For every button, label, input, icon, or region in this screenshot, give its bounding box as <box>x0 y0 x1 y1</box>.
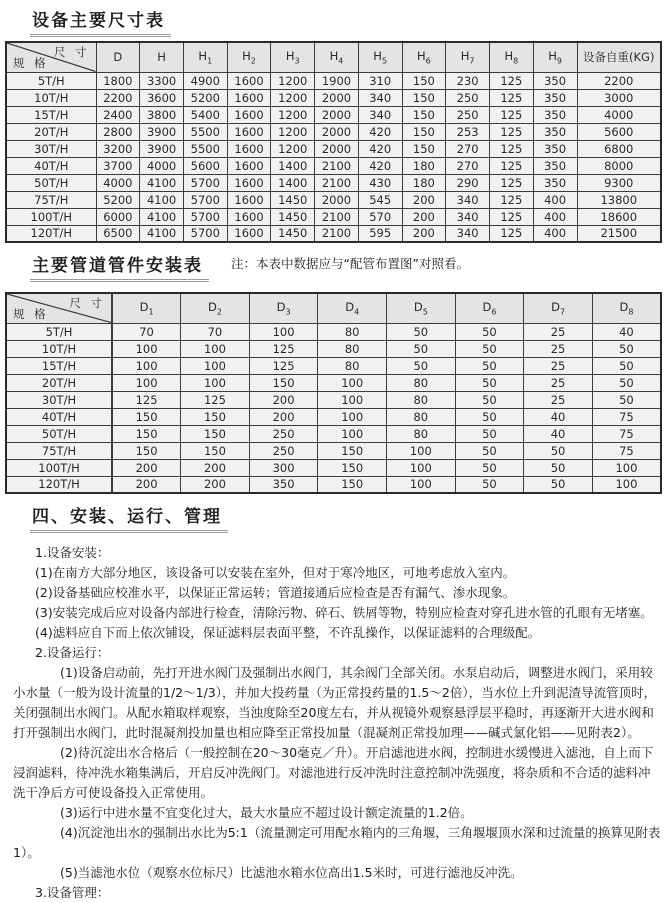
value-cell: 100 <box>181 374 250 391</box>
value-cell: 125 <box>112 391 181 408</box>
value-cell: 2000 <box>315 106 359 123</box>
value-cell: 40 <box>592 323 661 340</box>
value-cell: 1200 <box>271 72 315 89</box>
corner-size-label: 尺 寸 <box>69 296 105 310</box>
text-paragraph: (4)沉淀池出水的强制出水比为5:1（流量测定可用配水箱内的三角堰，三角堰堰顶水深和过流量的换算见附表1）。 <box>13 825 661 860</box>
value-cell: 100 <box>249 323 318 340</box>
value-cell: 8000 <box>577 157 661 174</box>
value-cell: 50 <box>592 391 661 408</box>
table-row <box>6 89 661 106</box>
column-header: $D_8$ <box>592 293 661 323</box>
value-cell: 150 <box>112 425 181 442</box>
corner-cell <box>6 293 112 323</box>
spec-cell: 10T/H <box>6 89 96 106</box>
spec-cell: 100T/H <box>6 459 112 476</box>
value-cell: 1400 <box>271 174 315 191</box>
value-cell: 2000 <box>315 191 359 208</box>
value-cell: 340 <box>446 191 490 208</box>
value-cell: 25 <box>524 374 593 391</box>
value-cell: 200 <box>112 476 181 493</box>
text-paragraph: 1.设备安装： <box>35 545 110 560</box>
value-cell: 2200 <box>96 89 140 106</box>
table-row <box>6 208 661 225</box>
column-header: $D_2$ <box>181 293 250 323</box>
piping-table-wrap <box>5 292 662 494</box>
table-row <box>6 442 661 459</box>
value-cell: 125 <box>489 140 533 157</box>
column-header: 设备自重(KG) <box>577 42 661 72</box>
value-cell: 100 <box>387 459 456 476</box>
value-cell: 80 <box>318 340 387 357</box>
value-cell: 350 <box>533 72 577 89</box>
value-cell: 1450 <box>271 208 315 225</box>
spec-cell: 120T/H <box>6 476 112 493</box>
value-cell: 300 <box>249 459 318 476</box>
value-cell: 80 <box>318 357 387 374</box>
column-header: $H_3$ <box>271 42 315 72</box>
value-cell: 150 <box>112 442 181 459</box>
value-cell: 2000 <box>315 123 359 140</box>
value-cell: 340 <box>358 89 402 106</box>
value-cell: 350 <box>533 140 577 157</box>
value-cell: 150 <box>402 140 446 157</box>
text-paragraph: 3.设备管理： <box>35 885 110 900</box>
spec-cell: 30T/H <box>6 391 112 408</box>
table-row <box>6 323 661 340</box>
column-header: $D_5$ <box>387 293 456 323</box>
value-cell: 50 <box>455 459 524 476</box>
spec-cell: 5T/H <box>6 72 96 89</box>
value-cell: 1600 <box>227 225 271 242</box>
value-cell: 50 <box>387 340 456 357</box>
value-cell: 200 <box>402 208 446 225</box>
value-cell: 310 <box>358 72 402 89</box>
value-cell: 570 <box>358 208 402 225</box>
value-cell: 125 <box>249 357 318 374</box>
section4-heading-row <box>5 502 662 537</box>
spec-cell: 15T/H <box>6 106 96 123</box>
value-cell: 2100 <box>315 157 359 174</box>
value-cell: 2100 <box>315 208 359 225</box>
value-cell: 80 <box>318 323 387 340</box>
value-cell: 125 <box>489 72 533 89</box>
value-cell: 1600 <box>227 208 271 225</box>
value-cell: 125 <box>489 208 533 225</box>
value-cell: 350 <box>249 476 318 493</box>
value-cell: 1800 <box>96 72 140 89</box>
value-cell: 6500 <box>96 225 140 242</box>
piping-table-title: 主要管道管件安装表 <box>30 251 209 282</box>
value-cell: 18600 <box>577 208 661 225</box>
value-cell: 200 <box>112 459 181 476</box>
value-cell: 150 <box>249 374 318 391</box>
value-cell: 50 <box>592 340 661 357</box>
value-cell: 4000 <box>96 174 140 191</box>
value-cell: 100 <box>592 459 661 476</box>
corner-cell <box>6 42 96 72</box>
column-header: $H_1$ <box>183 42 227 72</box>
spec-cell: 100T/H <box>6 208 96 225</box>
text-paragraph: (4)滤料应自下而上依次铺设，保证滤料层表面平整，不许乱操作，以保证滤料的合理级配。 <box>35 625 541 640</box>
table-row <box>6 140 661 157</box>
value-cell: 50 <box>524 476 593 493</box>
value-cell: 13800 <box>577 191 661 208</box>
value-cell: 3600 <box>140 89 184 106</box>
value-cell: 180 <box>402 174 446 191</box>
body-text <box>13 543 662 903</box>
value-cell: 150 <box>402 106 446 123</box>
value-cell: 290 <box>446 174 490 191</box>
spec-cell: 5T/H <box>6 323 112 340</box>
value-cell: 150 <box>318 476 387 493</box>
value-cell: 40 <box>524 425 593 442</box>
value-cell: 80 <box>387 408 456 425</box>
value-cell: 200 <box>249 408 318 425</box>
value-cell: 5600 <box>183 157 227 174</box>
column-header: $H_7$ <box>446 42 490 72</box>
spec-cell: 75T/H <box>6 191 96 208</box>
spec-cell: 10T/H <box>6 340 112 357</box>
piping-title-row <box>5 251 662 286</box>
value-cell: 1600 <box>227 174 271 191</box>
column-header: $H_5$ <box>358 42 402 72</box>
corner-spec-label: 规 格 <box>13 306 49 321</box>
value-cell: 21500 <box>577 225 661 242</box>
spec-cell: 30T/H <box>6 140 96 157</box>
text-paragraph: (1)设备启动前，先打开进水阀门及强制出水阀门，其余阀门全部关闭。水泵启动后，调整进水阀门，采用较小水量（一般为设计流量的1/2～1/3），并加大投药量（为正常投药量的1.5～2倍），当水位上升到泥渣导流管顶时，关闭强制出水阀门。从配水箱取样观察，当浊度除至20度左右，并从视镜外观察悬浮层平稳时，再逐渐开大进水阀和打开强制出水阀门，此时混凝剂投加量也相应降至正常投加量（混凝剂正常投加理——碱式氯化铝——见附表2）。 <box>13 665 657 740</box>
value-cell: 2100 <box>315 174 359 191</box>
value-cell: 180 <box>402 157 446 174</box>
value-cell: 4100 <box>140 225 184 242</box>
value-cell: 100 <box>318 391 387 408</box>
spec-cell: 15T/H <box>6 357 112 374</box>
dimensions-table <box>5 41 662 243</box>
table-row <box>6 391 661 408</box>
value-cell: 400 <box>533 191 577 208</box>
column-header: $H_4$ <box>315 42 359 72</box>
value-cell: 50 <box>524 459 593 476</box>
text-paragraph: (1)在南方大部分地区，该设备可以安装在室外，但对于寒冷地区，可地考虑放入室内。 <box>35 565 516 580</box>
value-cell: 5200 <box>183 89 227 106</box>
value-cell: 4000 <box>577 106 661 123</box>
value-cell: 5500 <box>183 140 227 157</box>
value-cell: 400 <box>533 208 577 225</box>
value-cell: 80 <box>387 425 456 442</box>
value-cell: 125 <box>181 391 250 408</box>
value-cell: 50 <box>455 340 524 357</box>
table-row <box>6 425 661 442</box>
value-cell: 3200 <box>96 140 140 157</box>
value-cell: 1600 <box>227 157 271 174</box>
value-cell: 125 <box>489 123 533 140</box>
table-row <box>6 191 661 208</box>
value-cell: 420 <box>358 157 402 174</box>
value-cell: 270 <box>446 140 490 157</box>
spec-cell: 40T/H <box>6 408 112 425</box>
column-header: $D_1$ <box>112 293 181 323</box>
value-cell: 100 <box>181 340 250 357</box>
value-cell: 3900 <box>140 140 184 157</box>
value-cell: 150 <box>318 442 387 459</box>
corner-spec-label: 规 格 <box>13 55 49 70</box>
value-cell: 1600 <box>227 191 271 208</box>
value-cell: 75 <box>592 442 661 459</box>
value-cell: 6800 <box>577 140 661 157</box>
table-row <box>6 123 661 140</box>
value-cell: 150 <box>402 89 446 106</box>
value-cell: 150 <box>181 408 250 425</box>
value-cell: 125 <box>249 340 318 357</box>
value-cell: 200 <box>181 459 250 476</box>
value-cell: 1600 <box>227 89 271 106</box>
value-cell: 350 <box>533 123 577 140</box>
value-cell: 100 <box>181 357 250 374</box>
value-cell: 5400 <box>183 106 227 123</box>
table-row <box>6 174 661 191</box>
value-cell: 100 <box>387 442 456 459</box>
text-paragraph: (2)设备基础应校准水平，以保证正常运转；管道接通后应检查是否有漏气、渗水现象。 <box>35 585 516 600</box>
spec-cell: 120T/H <box>6 225 96 242</box>
value-cell: 50 <box>455 374 524 391</box>
value-cell: 253 <box>446 123 490 140</box>
value-cell: 4100 <box>140 191 184 208</box>
value-cell: 125 <box>489 106 533 123</box>
value-cell: 150 <box>181 425 250 442</box>
value-cell: 2000 <box>315 140 359 157</box>
value-cell: 150 <box>112 408 181 425</box>
value-cell: 340 <box>446 225 490 242</box>
value-cell: 125 <box>489 225 533 242</box>
table-row <box>6 459 661 476</box>
value-cell: 50 <box>387 323 456 340</box>
value-cell: 230 <box>446 72 490 89</box>
value-cell: 5700 <box>183 174 227 191</box>
value-cell: 40 <box>524 408 593 425</box>
value-cell: 5600 <box>577 123 661 140</box>
value-cell: 200 <box>181 476 250 493</box>
column-header: $H_9$ <box>533 42 577 72</box>
column-header: $D_7$ <box>524 293 593 323</box>
value-cell: 1200 <box>271 140 315 157</box>
piping-header-row <box>6 293 661 323</box>
value-cell: 3000 <box>577 89 661 106</box>
value-cell: 1200 <box>271 89 315 106</box>
text-paragraph: (2)待沉淀出水合格后（一般控制在20～30毫克／升）。开启滤池进水阀，控制进水缓慢进入滤池，自上而下浸润滤料，待冲洗水箱集满后，开启反冲洗阀门。对滤池进行反冲洗时注意控制冲洗强度，将杂质和不合适的滤料冲洗干净后方可使设备投入正常使用。 <box>13 745 654 800</box>
value-cell: 2000 <box>315 89 359 106</box>
column-header: $H_8$ <box>489 42 533 72</box>
piping-table <box>5 292 662 494</box>
spec-cell: 40T/H <box>6 157 96 174</box>
value-cell: 350 <box>533 89 577 106</box>
value-cell: 420 <box>358 123 402 140</box>
value-cell: 1600 <box>227 123 271 140</box>
table-row <box>6 157 661 174</box>
spec-cell: 50T/H <box>6 425 112 442</box>
value-cell: 100 <box>387 476 456 493</box>
value-cell: 50 <box>387 357 456 374</box>
value-cell: 340 <box>446 208 490 225</box>
table-row <box>6 106 661 123</box>
value-cell: 100 <box>318 408 387 425</box>
value-cell: 200 <box>249 391 318 408</box>
value-cell: 50 <box>524 442 593 459</box>
value-cell: 1600 <box>227 72 271 89</box>
spec-cell: 20T/H <box>6 374 112 391</box>
value-cell: 1600 <box>227 106 271 123</box>
value-cell: 125 <box>489 174 533 191</box>
value-cell: 5500 <box>183 123 227 140</box>
dimensions-table-title: 设备主要尺寸表 <box>30 6 171 37</box>
table-row <box>6 476 661 493</box>
value-cell: 350 <box>533 174 577 191</box>
value-cell: 50 <box>592 374 661 391</box>
value-cell: 75 <box>592 408 661 425</box>
value-cell: 125 <box>489 89 533 106</box>
value-cell: 50 <box>455 323 524 340</box>
value-cell: 5700 <box>183 208 227 225</box>
value-cell: 25 <box>524 323 593 340</box>
value-cell: 50 <box>455 408 524 425</box>
table-row <box>6 225 661 242</box>
value-cell: 5200 <box>96 191 140 208</box>
value-cell: 25 <box>524 357 593 374</box>
value-cell: 1200 <box>271 123 315 140</box>
value-cell: 595 <box>358 225 402 242</box>
value-cell: 125 <box>489 191 533 208</box>
value-cell: 70 <box>112 323 181 340</box>
value-cell: 3700 <box>96 157 140 174</box>
value-cell: 100 <box>318 374 387 391</box>
value-cell: 50 <box>455 391 524 408</box>
text-paragraph: (3)安装完成后应对设备内部进行检查，清除污物、碎石、铁屑等物，特别应检查对穿孔进水管的孔眼有无堵塞。 <box>35 605 653 620</box>
value-cell: 400 <box>533 225 577 242</box>
value-cell: 3800 <box>140 106 184 123</box>
spec-cell: 20T/H <box>6 123 96 140</box>
column-header: $D_4$ <box>318 293 387 323</box>
value-cell: 100 <box>112 357 181 374</box>
value-cell: 250 <box>249 442 318 459</box>
value-cell: 1450 <box>271 225 315 242</box>
value-cell: 250 <box>446 89 490 106</box>
value-cell: 100 <box>112 374 181 391</box>
value-cell: 350 <box>533 157 577 174</box>
text-paragraph: (3)运行中进水量不宜变化过大，最大水量应不超过设计额定流量的1.2倍。 <box>60 805 473 820</box>
value-cell: 50 <box>455 442 524 459</box>
spec-cell: 75T/H <box>6 442 112 459</box>
value-cell: 9300 <box>577 174 661 191</box>
value-cell: 70 <box>181 323 250 340</box>
value-cell: 125 <box>489 157 533 174</box>
value-cell: 50 <box>455 425 524 442</box>
value-cell: 420 <box>358 140 402 157</box>
column-header: $D_6$ <box>455 293 524 323</box>
value-cell: 3300 <box>140 72 184 89</box>
value-cell: 1900 <box>315 72 359 89</box>
value-cell: 6000 <box>96 208 140 225</box>
value-cell: 50 <box>592 357 661 374</box>
value-cell: 2800 <box>96 123 140 140</box>
dimensions-title-row <box>5 6 662 41</box>
value-cell: 430 <box>358 174 402 191</box>
value-cell: 150 <box>402 123 446 140</box>
value-cell: 100 <box>592 476 661 493</box>
value-cell: 340 <box>358 106 402 123</box>
value-cell: 250 <box>249 425 318 442</box>
value-cell: 25 <box>524 391 593 408</box>
value-cell: 2100 <box>315 225 359 242</box>
value-cell: 100 <box>318 425 387 442</box>
value-cell: 4000 <box>140 157 184 174</box>
corner-size-label: 尺 寸 <box>53 45 90 59</box>
value-cell: 4100 <box>140 208 184 225</box>
column-header: H <box>140 42 184 72</box>
section4-title: 四、安装、运行、管理 <box>30 502 228 533</box>
value-cell: 4100 <box>140 174 184 191</box>
value-cell: 5700 <box>183 191 227 208</box>
spec-cell: 50T/H <box>6 174 96 191</box>
value-cell: 270 <box>446 157 490 174</box>
table-row <box>6 357 661 374</box>
table-row <box>6 72 661 89</box>
column-header: $H_2$ <box>227 42 271 72</box>
piping-table-note: 注：本表中数据应与“配管布置图”对照看。 <box>231 256 469 271</box>
value-cell: 150 <box>402 72 446 89</box>
value-cell: 200 <box>402 191 446 208</box>
column-header: D <box>96 42 140 72</box>
text-paragraph: (5)当滤池水位（观察水位标尺）比滤池水箱水位高出1.5米时，可进行滤池反冲洗。 <box>60 865 523 880</box>
value-cell: 200 <box>402 225 446 242</box>
table-row <box>6 408 661 425</box>
value-cell: 80 <box>387 391 456 408</box>
value-cell: 150 <box>318 459 387 476</box>
dimensions-header-row <box>6 42 661 72</box>
value-cell: 1450 <box>271 191 315 208</box>
value-cell: 50 <box>455 357 524 374</box>
value-cell: 250 <box>446 106 490 123</box>
value-cell: 350 <box>533 106 577 123</box>
value-cell: 3900 <box>140 123 184 140</box>
column-header: $H_6$ <box>402 42 446 72</box>
value-cell: 545 <box>358 191 402 208</box>
column-header: $D_3$ <box>249 293 318 323</box>
value-cell: 25 <box>524 340 593 357</box>
value-cell: 75 <box>592 425 661 442</box>
text-paragraph: 2.设备运行： <box>35 645 110 660</box>
value-cell: 1400 <box>271 157 315 174</box>
table-row <box>6 340 661 357</box>
value-cell: 2400 <box>96 106 140 123</box>
value-cell: 5700 <box>183 225 227 242</box>
value-cell: 100 <box>112 340 181 357</box>
value-cell: 80 <box>387 374 456 391</box>
value-cell: 4900 <box>183 72 227 89</box>
value-cell: 1600 <box>227 140 271 157</box>
table-row <box>6 374 661 391</box>
value-cell: 1200 <box>271 106 315 123</box>
value-cell: 150 <box>181 442 250 459</box>
value-cell: 2200 <box>577 72 661 89</box>
value-cell: 50 <box>455 476 524 493</box>
